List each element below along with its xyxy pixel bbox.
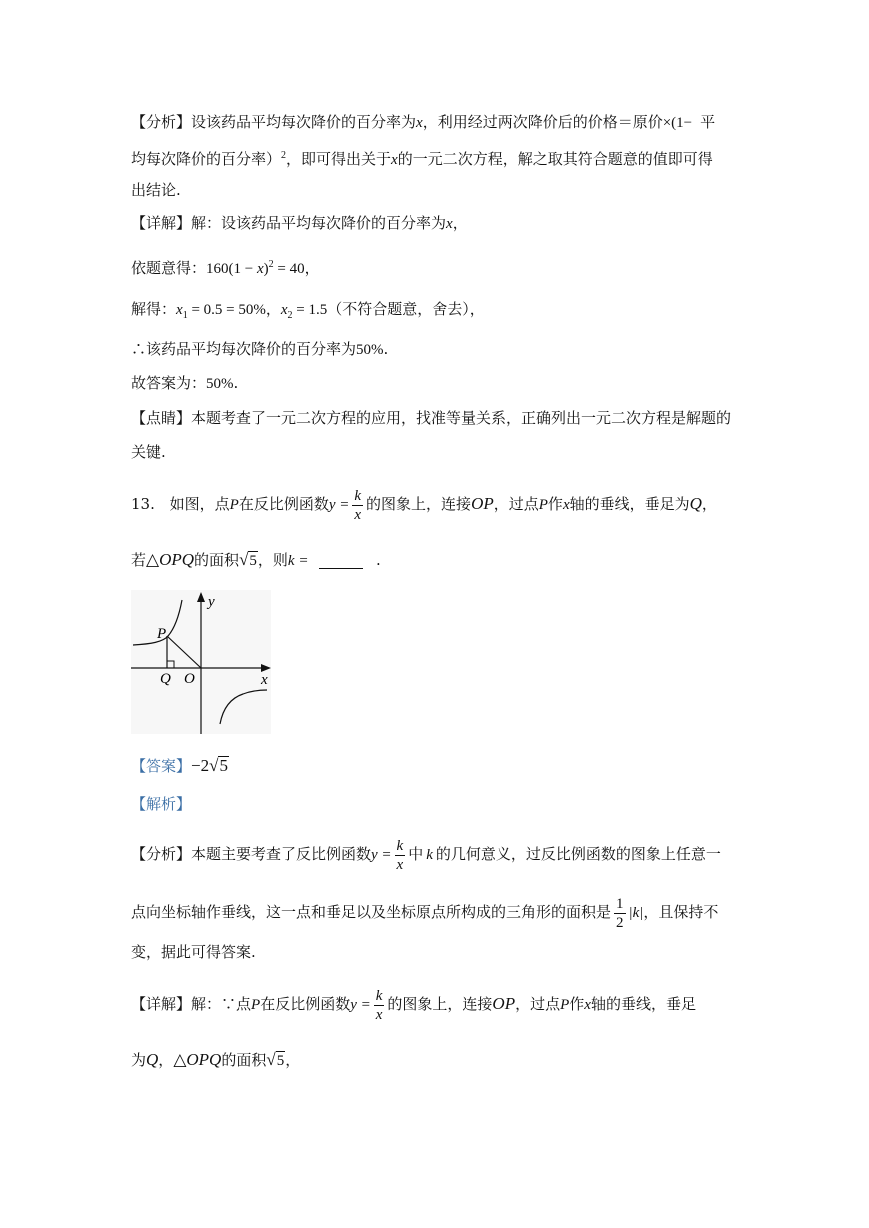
analysis-text: 平: [700, 113, 716, 131]
comment-line-1: 【点睛】本题考查了一元二次方程的应用，找准等量关系，正确列出一元二次方程是解题的: [131, 409, 732, 427]
fraction-k-over-x: [374, 987, 385, 1024]
question-text: 的图象上，连接: [366, 495, 472, 513]
superscript: 2: [268, 259, 274, 270]
label-o: O: [184, 671, 195, 687]
question-text: 轴的垂线，垂足为: [569, 495, 690, 513]
solution-value: = 0.5 = 50%: [187, 302, 266, 318]
analysis-text: 的一元二次方程，解之取其符合题意的值即可得: [397, 150, 713, 168]
conclusion-line: [131, 339, 388, 360]
detail-text: ，: [452, 214, 468, 232]
var-x: x: [416, 115, 423, 131]
triangle-opq: OPQ: [186, 1050, 222, 1069]
equation-label: 依题意得：: [131, 259, 207, 277]
point-q: Q: [689, 494, 702, 513]
point-p: P: [229, 497, 239, 513]
solution-note: （不符合题意，舍去），: [327, 300, 485, 318]
denominator: 2: [616, 914, 624, 931]
analysis-text: ，即可得出关于: [286, 150, 392, 168]
detail-text: ，: [158, 1051, 174, 1069]
detail-13-line-1: [131, 986, 696, 1024]
conclusion-value: 50%: [356, 342, 384, 358]
solution-value: = 1.5: [292, 302, 328, 318]
numerator: k: [396, 837, 404, 854]
detail-13-line-2: 为Q，△OPQ的面积√5，: [131, 1050, 301, 1069]
solution-label: 解得：: [131, 300, 177, 318]
point-p: P: [560, 997, 570, 1013]
question-text: 在反比例函数: [238, 495, 329, 513]
solution-line: [131, 299, 485, 326]
detail-text: ，过点: [515, 995, 561, 1013]
question-text: ，则: [257, 551, 288, 569]
question-13-line-2: 若△OPQ的面积√5，则k = .: [131, 550, 381, 569]
label-x: x: [261, 672, 268, 688]
detail-text: 轴的垂线，垂足: [590, 995, 696, 1013]
solution-label: 【解析】: [131, 795, 192, 813]
label-q: Q: [160, 671, 171, 687]
analysis-13-line-3: 变，据此可得答案.: [131, 943, 256, 961]
detail-text: ，: [304, 259, 320, 277]
answer-label: 故答案为：: [131, 374, 207, 392]
question-text: ，过点: [493, 495, 539, 513]
point-p: P: [538, 497, 548, 513]
denominator: x: [354, 506, 362, 523]
analysis-line-3: 出结论.: [131, 181, 181, 199]
detail-text: 【详解】解：∵点: [131, 995, 252, 1013]
function-lhs: y =: [328, 497, 350, 513]
analysis-text: 【分析】本题主要考查了反比例函数: [131, 845, 372, 863]
question-text: 作: [547, 495, 563, 513]
comment-line-2: 关键.: [131, 443, 166, 461]
question-text: 如图，点: [169, 495, 230, 513]
var-x1: x: [176, 302, 183, 318]
question-text: ，: [701, 495, 717, 513]
answer-value: 50%: [206, 376, 234, 392]
question-text: 若: [131, 551, 147, 569]
segment-op: OP: [492, 994, 516, 1013]
equation-left: 160(1 −: [206, 261, 257, 277]
analysis-text: 均每次降价的百分率）: [131, 150, 282, 168]
sqrt-5: 5: [249, 553, 257, 569]
label-y: y: [208, 594, 215, 610]
fraction-k-over-x: [395, 837, 406, 874]
detail-text: 的面积: [221, 1051, 267, 1069]
equation-right: = 40: [273, 261, 305, 277]
equation-paren: ): [263, 261, 269, 277]
numerator: 1: [616, 895, 624, 912]
axis-x: x: [584, 997, 591, 1013]
abs-k: |k|: [628, 905, 644, 921]
question-number: 13.: [131, 495, 155, 513]
var-x: x: [256, 261, 264, 277]
segment-op: OP: [471, 494, 494, 513]
fraction-k-over-x: [352, 487, 363, 524]
analysis-line-2: [131, 146, 713, 170]
detail-text: 作: [569, 995, 585, 1013]
point-q: Q: [146, 1050, 159, 1069]
question-13-line-1: [131, 486, 717, 524]
analysis-text: ，且保持不: [643, 903, 719, 921]
detail-text: 在反比例函数: [260, 995, 351, 1013]
var-k: k: [426, 847, 433, 863]
analysis-line-1: [131, 112, 715, 133]
subscript: 2: [287, 310, 293, 321]
analysis-13-line-1: [131, 836, 721, 874]
answer-blank[interactable]: [319, 554, 363, 569]
point-p: P: [251, 997, 261, 1013]
label-p: P: [157, 626, 167, 642]
answer-line: [131, 373, 238, 394]
var-x: x: [446, 216, 453, 232]
equation-line: [131, 255, 320, 279]
answer-13-line: 【答案】−2√5: [131, 756, 228, 775]
function-lhs: y =: [350, 997, 371, 1013]
superscript: 2: [281, 150, 287, 161]
formula-fragment: ×(1−: [662, 115, 693, 131]
analysis-text: 点向坐标轴作垂线，这一点和垂足以及坐标原点所构成的三角形的面积是: [131, 903, 612, 921]
axis-x: x: [562, 497, 570, 513]
answer-value: −2: [191, 756, 210, 775]
answer-sqrt: 5: [219, 756, 228, 775]
detail-text: ，: [285, 1051, 301, 1069]
var-x: x: [391, 152, 398, 168]
triangle-symbol: △: [146, 550, 160, 569]
denominator: x: [396, 856, 404, 873]
detail-text: .: [383, 340, 389, 358]
subscript: 1: [182, 310, 188, 321]
detail-text: ∴该药品平均每次降价的百分率为: [131, 340, 357, 358]
numerator: k: [375, 987, 383, 1004]
k-equals: k =: [287, 553, 309, 569]
numerator: k: [354, 487, 362, 504]
question-text: 的面积: [194, 551, 240, 569]
question-text: .: [376, 551, 381, 569]
triangle-symbol: △: [173, 1050, 187, 1069]
function-lhs: y =: [371, 847, 392, 863]
answer-label: 【答案】: [131, 757, 192, 775]
analysis-text: 的几何意义，过反比例函数的图象上任意一: [435, 845, 721, 863]
detail-text: 【详解】解：设该药品平均每次降价的百分率为: [131, 214, 447, 232]
sqrt-5: 5: [276, 1053, 285, 1069]
hyperbola-figure: [131, 590, 271, 734]
fraction-one-half: [614, 895, 626, 932]
detail-text: .: [233, 374, 239, 392]
triangle-opq: OPQ: [159, 550, 195, 569]
detail-line-1: [131, 213, 468, 234]
analysis-text: 中: [408, 845, 424, 863]
analysis-text: 【分析】设该药品平均每次降价的百分率为: [131, 113, 417, 131]
var-x2: x: [280, 302, 288, 318]
denominator: x: [375, 1006, 383, 1023]
analysis-text: ，利用经过两次降价后的价格＝原价: [422, 113, 663, 131]
detail-text: ，: [265, 300, 281, 318]
detail-text: 的图象上，连接: [387, 995, 493, 1013]
detail-text: 为: [131, 1051, 147, 1069]
analysis-13-line-2: [131, 894, 718, 932]
